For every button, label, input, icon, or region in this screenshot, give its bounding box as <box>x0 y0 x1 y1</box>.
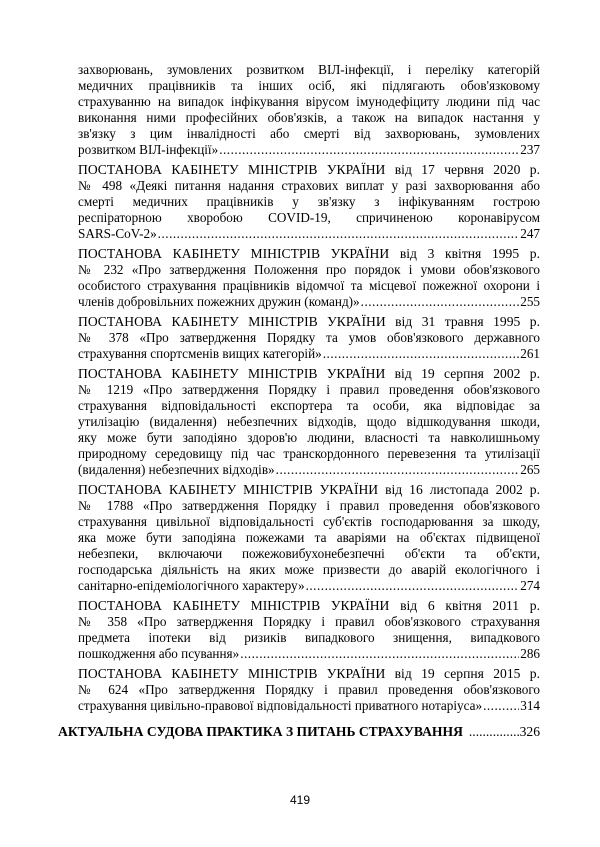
page-number: 419 <box>289 793 311 807</box>
toc-page-number: 261 <box>520 346 540 361</box>
toc-entry-line: страхування цивільної відповідальності суб'єктів господарювання за шкоду, <box>78 514 540 529</box>
toc-page-number: 286 <box>520 646 540 661</box>
toc-entry-last-line <box>78 698 540 714</box>
toc-entry-line: санітарно-епідеміологічного характеру» <box>78 578 305 593</box>
toc-entry-line: господарська діяльність на яких може призвести до аварій екологічного і <box>78 562 540 577</box>
toc-entry-heading: ПОСТАНОВА КАБІНЕТУ МІНІСТРІВ УКРАЇНИ від 19 серпня 2015 р. <box>78 666 540 681</box>
toc-page-number: 274 <box>520 578 540 593</box>
toc-entry <box>78 666 540 714</box>
toc-entry-line: розвитком ВІЛ-інфекції» <box>78 142 219 157</box>
dot-leader <box>306 578 520 594</box>
dot-leader <box>158 226 520 242</box>
toc-entry-last-line <box>78 578 540 594</box>
toc-entry-line: смерті медичних працівників у зв'язку з інфікуванням гострою <box>78 194 540 209</box>
toc-entry <box>78 246 540 310</box>
toc-page-number: 265 <box>520 462 540 477</box>
toc-entry-line: природному середовищу під час транскордонного перевезення та утилізації <box>78 446 540 461</box>
toc-page-number: 247 <box>520 226 540 241</box>
toc-entry-line: № 1788 «Про затвердження Порядку і правил проведення обов'язкового <box>78 498 540 513</box>
toc-page-number: 314 <box>520 698 540 713</box>
toc-entry-line: № 378 «Про затвердження Порядку та умов обов'язкового державного <box>78 330 540 345</box>
toc-entry-line: захворювань, зумовлених розвитком ВІЛ-інфекції, і переліку категорій <box>78 62 540 77</box>
toc-page-number: 326 <box>519 724 540 739</box>
table-of-contents <box>58 62 540 740</box>
dot-leader <box>323 346 519 362</box>
dot-leader <box>483 698 519 714</box>
toc-entry-line: страхування цивільно-правової відповідальності приватного нотаріуса» <box>78 698 483 713</box>
toc-page-number: 237 <box>520 142 540 157</box>
dot-leader <box>276 462 520 478</box>
toc-entry-last-line <box>78 142 540 158</box>
toc-entry-line: № 358 «Про затвердження Порядку і правил обов'язкового страхування <box>78 614 540 629</box>
toc-entry-line: яка може бути заподіяна пожежами та аваріями на об'єктах підвищеної <box>78 530 540 545</box>
toc-entry-last-line <box>78 646 540 662</box>
toc-entry-line: респіраторною хворобою COVID-19, спричиненою коронавірусом <box>78 210 540 225</box>
toc-entry-line: № 232 «Про затвердження Положення про порядок і умови обов'язкового <box>78 262 540 277</box>
toc-entry-line: пошкодження або псування» <box>78 646 240 661</box>
toc-entry-line: небезпеки, включаючи пожежовибухонебезпечні об'єкти та об'єкти, <box>78 546 540 561</box>
toc-section-heading <box>58 724 540 740</box>
dot-leader <box>469 724 519 740</box>
toc-entry-heading: ПОСТАНОВА КАБІНЕТУ МІНІСТРІВ УКРАЇНИ від 31 травня 1995 р. <box>78 314 540 329</box>
dot-leader <box>219 142 519 158</box>
toc-entry-line: страхуванню на випадок інфікування вірусом імунодефіциту людини під час <box>78 94 540 109</box>
toc-entry-line: медичних працівників та інших осіб, які підлягають обов'язковому <box>78 78 540 93</box>
dot-leader <box>361 294 520 310</box>
toc-entry <box>78 314 540 362</box>
section-title: АКТУАЛЬНА СУДОВА ПРАКТИКА З ПИТАНЬ СТРАХУВАННЯ <box>58 724 463 739</box>
dot-leader <box>240 646 519 662</box>
toc-entry-heading: ПОСТАНОВА КАБІНЕТУ МІНІСТРІВ УКРАЇНИ від 3 квітня 1995 р. <box>78 246 540 261</box>
toc-entry-line: зв'язку з цим інвалідності або смерті від захворювань, зумовлених <box>78 126 540 141</box>
toc-page-number: 255 <box>520 294 540 309</box>
toc-entry-line: яку може бути заподіяно здоров'ю людини, власності та навколишньому <box>78 430 540 445</box>
toc-entry-last-line <box>78 226 540 242</box>
toc-entry-line: № 498 «Деякі питання надання страхових виплат у разі захворювання або <box>78 178 540 193</box>
toc-entry <box>78 598 540 662</box>
toc-entry-heading: ПОСТАНОВА КАБІНЕТУ МІНІСТРІВ УКРАЇНИ від 17 червня 2020 р. <box>78 162 540 177</box>
toc-entry-line: SARS-CoV-2» <box>78 226 157 241</box>
toc-entry-line: № 1219 «Про затвердження Порядку і правил проведення обов'язкового <box>78 382 540 397</box>
toc-entry-last-line <box>78 346 540 362</box>
toc-entry-heading: ПОСТАНОВА КАБІНЕТУ МІНІСТРІВ УКРАЇНИ від 6 квітня 2011 р. <box>78 598 540 613</box>
toc-entry <box>78 366 540 478</box>
toc-entry <box>78 162 540 242</box>
toc-entry-line: особистого страхування працівників відомчої та місцевої пожежної охорони і <box>78 278 540 293</box>
toc-entry-line: страхування відповідальності експортера та особи, яка відповідає за <box>78 398 540 413</box>
toc-entry-line: утилізацію (видалення) небезпечних відходів, щодо відшкодування шкоди, <box>78 414 540 429</box>
toc-entry-line: № 624 «Про затвердження Порядку і правил проведення обов'язкового <box>78 682 540 697</box>
toc-entry-heading: ПОСТАНОВА КАБІНЕТУ МІНІСТРІВ УКРАЇНИ від 16 листопада 2002 р. <box>78 482 540 497</box>
toc-entry-line: страхування спортсменів вищих категорій» <box>78 346 322 361</box>
toc-entry-line: предмета іпотеки від ризиків випадкового знищення, випадкового <box>78 630 540 645</box>
toc-entry-line: (видалення) небезпечних відходів» <box>78 462 275 477</box>
toc-entry-heading: ПОСТАНОВА КАБІНЕТУ МІНІСТРІВ УКРАЇНИ від 19 серпня 2002 р. <box>78 366 540 381</box>
toc-entry-line: виконання ними професійних обов'язків, а також на випадок настання у <box>78 110 540 125</box>
toc-entry-last-line <box>78 294 540 310</box>
toc-entry <box>78 62 540 158</box>
toc-entry-line: членів добровільних пожежних дружин (команд)» <box>78 294 360 309</box>
toc-entry <box>78 482 540 594</box>
toc-entry-last-line <box>78 462 540 478</box>
